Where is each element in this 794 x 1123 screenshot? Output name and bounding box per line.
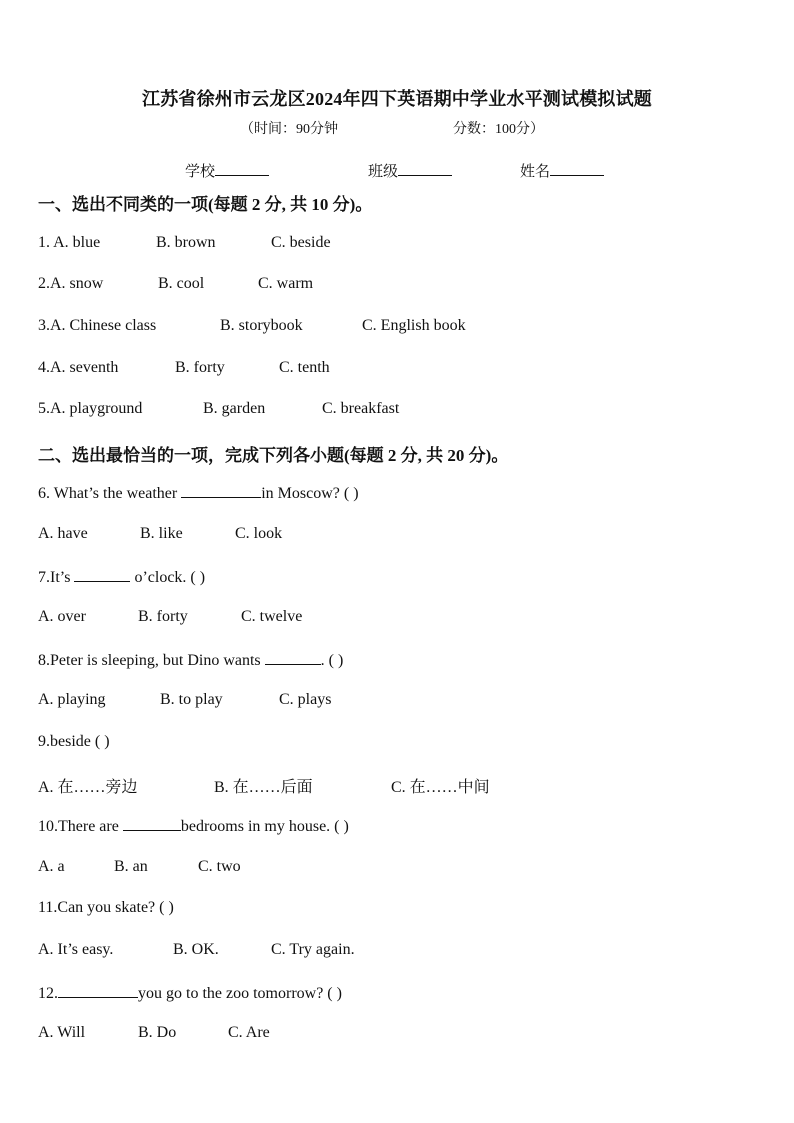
- name-field[interactable]: [520, 160, 604, 181]
- option-c: C. two: [198, 858, 241, 875]
- option-a: A. playground: [50, 400, 143, 417]
- option-a: A. Will: [38, 1024, 86, 1041]
- answer-blank[interactable]: [74, 567, 130, 582]
- question-7-options: [38, 608, 303, 626]
- name-blank[interactable]: [550, 161, 604, 176]
- option-b: B. to play: [160, 691, 223, 708]
- question-stem: 8.Peter is sleeping, but Dino wants: [38, 652, 265, 669]
- question-10: [38, 816, 349, 836]
- name-label: 姓名: [520, 164, 551, 180]
- class-label: 班级: [368, 164, 399, 180]
- option-a: A. over: [38, 608, 86, 625]
- option-b: B. OK.: [173, 941, 219, 958]
- option-b: B. an: [114, 858, 148, 875]
- option-c: C. warm: [258, 275, 314, 292]
- question-10-options: [38, 858, 241, 876]
- option-a: A. have: [38, 525, 88, 542]
- option-b: B. storybook: [220, 317, 303, 334]
- question-stem: 7.It’s: [38, 569, 75, 586]
- section1-title: 一、选出不同类的一项(每题 2 分, 共 10 分)。: [38, 195, 373, 214]
- option-b: B. brown: [156, 234, 216, 251]
- score-info: 分数：100分）: [453, 122, 544, 137]
- option-a: A. blue: [53, 234, 101, 251]
- question-7: [38, 567, 205, 587]
- question-12: [38, 983, 342, 1003]
- question-stem-end: o’clock. ( ): [130, 569, 206, 586]
- option-a: A. a: [38, 858, 65, 875]
- question-stem-end: bedrooms in my house. ( ): [180, 818, 349, 835]
- question-5: [38, 400, 400, 418]
- answer-blank[interactable]: [265, 650, 321, 665]
- option-b: B. like: [140, 525, 183, 542]
- question-1: [38, 234, 331, 252]
- option-b: B. forty: [175, 359, 225, 376]
- question-number: 1.: [38, 234, 54, 251]
- option-a: A. It’s easy.: [38, 941, 114, 958]
- option-c: C. English book: [362, 317, 466, 334]
- school-label: 学校: [185, 164, 216, 180]
- question-stem-end: you go to the zoo tomorrow? ( ): [138, 985, 342, 1002]
- option-a: A. 在……旁边: [38, 779, 138, 796]
- question-stem: 9.beside ( ): [38, 733, 110, 750]
- question-8-options: [38, 691, 332, 709]
- school-field[interactable]: [185, 160, 269, 181]
- question-number: 3.: [38, 317, 50, 334]
- option-c: C. breakfast: [322, 400, 400, 417]
- option-a: A. playing: [38, 691, 106, 708]
- option-b: B. cool: [158, 275, 205, 292]
- question-stem: 6. What’s the weather: [38, 485, 182, 502]
- school-blank[interactable]: [215, 161, 269, 176]
- option-c: C. look: [235, 525, 283, 542]
- question-stem: 11.Can you skate? ( ): [38, 899, 174, 916]
- question-stem: 10.There are: [38, 818, 123, 835]
- option-c: C. plays: [279, 691, 332, 708]
- question-12-options: [38, 1024, 270, 1042]
- question-9: [38, 733, 110, 751]
- question-4: [38, 359, 330, 377]
- exam-title: 江苏省徐州市云龙区2024年四下英语期中学业水平测试模拟试题: [142, 89, 652, 109]
- question-stem-end: in Moscow? ( ): [261, 485, 359, 502]
- section2-title: 二、选出最恰当的一项，完成下列各小题(每题 2 分, 共 20 分)。: [38, 446, 509, 465]
- option-b: B. garden: [203, 400, 266, 417]
- question-11: [38, 899, 174, 917]
- option-c: C. twelve: [241, 608, 303, 625]
- question-number: 5.: [38, 400, 50, 417]
- option-c: C. tenth: [279, 359, 330, 376]
- option-a: A. Chinese class: [50, 317, 157, 334]
- question-stem: 12.: [38, 985, 58, 1002]
- option-c: C. Are: [228, 1024, 270, 1041]
- question-11-options: [38, 941, 355, 959]
- question-3: [38, 317, 466, 335]
- answer-blank[interactable]: [181, 483, 261, 498]
- question-6: [38, 483, 359, 503]
- question-2: [38, 275, 314, 293]
- option-c: C. Try again.: [271, 941, 355, 958]
- question-stem-end: . ( ): [320, 652, 344, 669]
- question-9-options: [38, 774, 490, 797]
- question-number: 2.: [38, 275, 50, 292]
- option-c: C. 在……中间: [391, 779, 490, 796]
- answer-blank[interactable]: [123, 816, 181, 831]
- option-b: B. forty: [138, 608, 188, 625]
- option-c: C. beside: [271, 234, 331, 251]
- answer-blank[interactable]: [58, 983, 138, 998]
- question-number: 4.: [38, 359, 50, 376]
- option-b: B. Do: [138, 1024, 177, 1041]
- option-b: B. 在……后面: [214, 779, 313, 796]
- time-info: （时间：90分钟: [240, 122, 338, 137]
- class-blank[interactable]: [398, 161, 452, 176]
- question-8: [38, 650, 343, 670]
- option-a: A. snow: [50, 275, 104, 292]
- class-field[interactable]: [368, 160, 452, 181]
- question-6-options: [38, 525, 283, 543]
- option-a: A. seventh: [50, 359, 119, 376]
